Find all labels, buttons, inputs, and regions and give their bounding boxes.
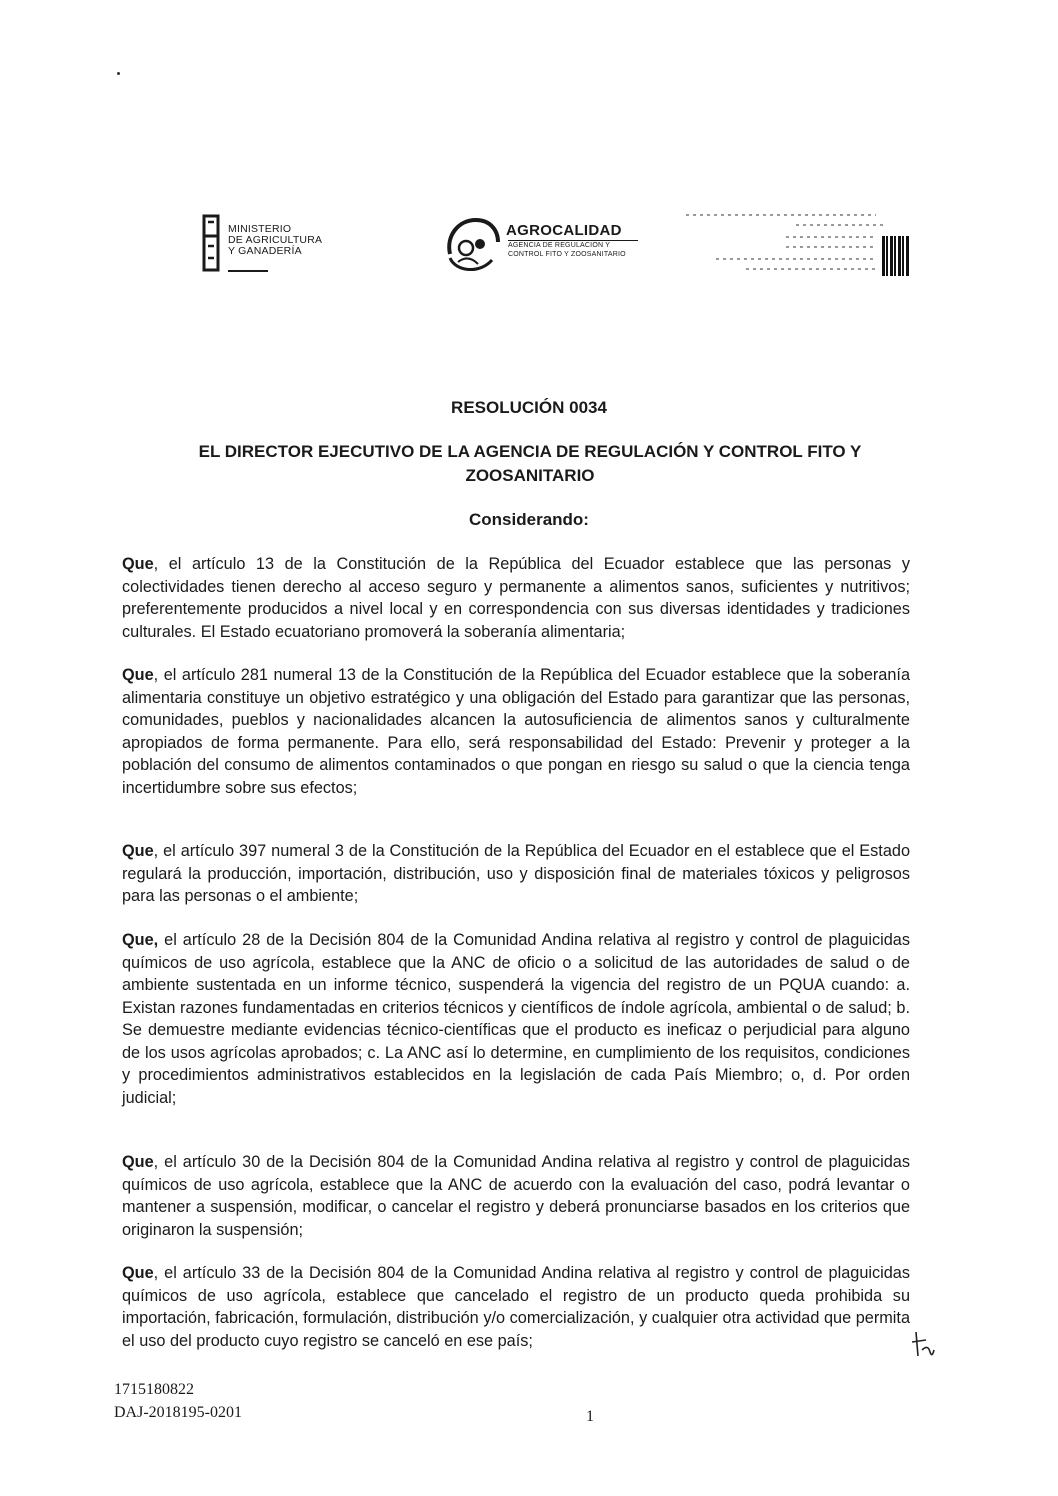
ministry-logo — [200, 214, 350, 276]
agency-subtitle-line-2: CONTROL FITO Y ZOOSANITARIO — [508, 251, 626, 258]
agency-subtitle — [508, 241, 626, 259]
resolution-title: RESOLUCIÓN 0034 — [451, 398, 607, 417]
recital-text: el artículo 28 de la Decisión 804 de la Comunidad Andina relativa al registro y control de plaguicidas químicos de uso agrícola, establece que la ANC de oficio o a solicitud de las autoridades de salud o de ambiente sustentada en un informe técnico, suspenderá la vigencia del registro de un PQUA cuando: a. Existan razones fundamentadas en criterios técnicos y científicos de índole agrícola, ambiental o de salud; b. Se demuestre mediante evidencias técnico-científicas que el producto es ineficaz o perjudicial para alguno de los usos agrícolas aprobados; c. La ANC así lo determine, en cumplimiento de los requisitos, condiciones y procedimientos administrativos establecidos en la legislación de cada País Miembro; o, d. Por orden judicial; — [122, 931, 910, 1107]
ministry-name — [228, 224, 322, 257]
recital-text: , el artículo 397 numeral 3 de la Constitución de la República del Ecuador en el establece que el Estado regulará la producción, importación, distribución, uso y disposición final de materiales tóxicos y peligrosos para las personas o el ambiente; — [122, 842, 910, 905]
recital-paragraph — [122, 1262, 910, 1352]
recital-paragraph — [122, 664, 910, 799]
recital-lead: Que — [122, 666, 154, 684]
recital-text: , el artículo 33 de la Decisión 804 de la Comunidad Andina relativa al registro y control de plaguicidas químicos de uso agrícola, establece que cancelado el registro de un producto queda prohibida su importación, fabricación, formulación, distribución y/o comercialización, y cualquier otra actividad que permita el uso del producto cuyo registro se canceló en ese país; — [122, 1264, 910, 1350]
considering-heading: Considerando: — [469, 510, 589, 529]
recital-lead: Que — [122, 1153, 154, 1171]
ministry-line-2: DE AGRICULTURA — [228, 234, 323, 246]
recital-lead: Que — [122, 1264, 154, 1282]
page-number: 1 — [586, 1408, 594, 1425]
agency-logo — [440, 214, 650, 278]
recital-paragraph — [122, 929, 910, 1109]
ministry-line-1: MINISTERIO — [228, 223, 292, 235]
ministry-underline — [228, 270, 268, 272]
agrocalidad-emblem-icon — [440, 214, 502, 276]
ministry-emblem-icon — [200, 214, 222, 272]
recital-text: , el artículo 281 numeral 13 de la Constitución de la República del Ecuador establece que la soberanía alimentaria constituye un objetivo estratégico y una obligación del Estado para garantizar que las personas, comunidades, pueblos y nacionalidades alcancen la autosuficiencia de alimentos sanos y culturalmente apropiados de forma permanente. Para ello, será responsabilidad del Estado: Prevenir y proteger a la población del consumo de alimentos contaminados o que pongan en riesgo su salud o que la ciencia tenga incertidumbre sobre sus efectos; — [122, 666, 910, 797]
recital-paragraph — [122, 553, 910, 643]
recital-lead: Que — [122, 555, 154, 573]
footer-code-2: DAJ-2018195-0201 — [114, 1404, 242, 1421]
recital-lead: Que — [122, 842, 154, 860]
recital-paragraph — [122, 1151, 910, 1241]
faded-stamp — [686, 210, 916, 282]
recital-lead: Que, — [122, 931, 159, 949]
barcode-icon — [882, 236, 910, 276]
recital-text: , el artículo 30 de la Decisión 804 de la Comunidad Andina relativa al registro y control de plaguicidas químicos de uso agrícola, establece que la ANC de acuerdo con la evaluación del caso, podrá levantar o mantener a suspensión, modificar, o cancelar el registro y deberá pronunciarse basados en los criterios que originaron la suspensión; — [122, 1153, 910, 1239]
ministry-line-3: Y GANADERÍA — [228, 245, 302, 257]
footer-code-1: 1715180822 — [114, 1381, 194, 1398]
recital-paragraph — [122, 840, 910, 908]
recital-text: , el artículo 13 de la Constitución de la República del Ecuador establece que las personas y colectividades tienen derecho al acceso seguro y permanente a alimentos sanos, suficientes y nutritivos; preferentemente producidos a nivel local y en correspondencia con sus diversas identidades y tradiciones culturales. El Estado ecuatoriano promoverá la soberanía alimentaria; — [122, 555, 910, 641]
initials-signature — [910, 1328, 936, 1362]
agency-subtitle-line-1: AGENCIA DE REGULACIÓN Y — [508, 242, 611, 249]
scan-speck — [117, 72, 120, 75]
agency-name: AGROCALIDAD — [506, 222, 622, 239]
issuer-heading: EL DIRECTOR EJECUTIVO DE LA AGENCIA DE REGULACIÓN Y CONTROL FITO Y ZOOSANITARIO — [198, 442, 862, 485]
